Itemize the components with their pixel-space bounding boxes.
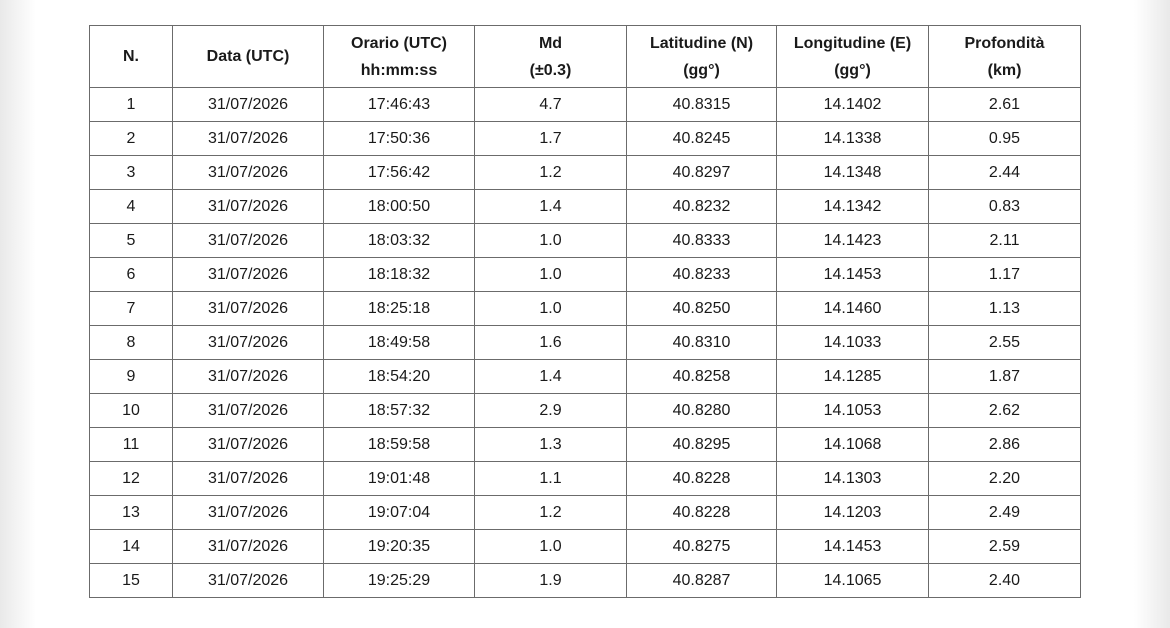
cell-magnitude: 1.0 [475, 292, 627, 326]
cell-number: 4 [90, 190, 173, 224]
cell-magnitude: 2.9 [475, 394, 627, 428]
cell-time: 18:59:58 [324, 428, 475, 462]
table-row [90, 394, 1081, 428]
earthquake-table [89, 25, 1081, 598]
cell-depth: 0.83 [929, 190, 1081, 224]
cell-magnitude: 1.0 [475, 224, 627, 258]
header-date [173, 26, 324, 88]
cell-number: 6 [90, 258, 173, 292]
cell-magnitude: 1.4 [475, 360, 627, 394]
header-time-label: Orario (UTC) [351, 34, 447, 52]
cell-date: 31/07/2026 [173, 88, 324, 122]
table-row [90, 326, 1081, 360]
table-row [90, 564, 1081, 598]
cell-time: 18:25:18 [324, 292, 475, 326]
cell-latitude: 40.8258 [627, 360, 777, 394]
table-row [90, 224, 1081, 258]
table-row [90, 428, 1081, 462]
cell-number: 12 [90, 462, 173, 496]
cell-depth: 2.59 [929, 530, 1081, 564]
table-row [90, 122, 1081, 156]
cell-longitude: 14.1065 [777, 564, 929, 598]
table-body [90, 88, 1081, 598]
cell-depth: 2.11 [929, 224, 1081, 258]
cell-date: 31/07/2026 [173, 360, 324, 394]
cell-number: 2 [90, 122, 173, 156]
cell-time: 17:56:42 [324, 156, 475, 190]
cell-depth: 0.95 [929, 122, 1081, 156]
cell-longitude: 14.1402 [777, 88, 929, 122]
cell-magnitude: 1.3 [475, 428, 627, 462]
header-magnitude-error: (±0.3) [529, 61, 572, 79]
cell-magnitude: 4.7 [475, 88, 627, 122]
cell-longitude: 14.1285 [777, 360, 929, 394]
cell-longitude: 14.1453 [777, 530, 929, 564]
cell-latitude: 40.8275 [627, 530, 777, 564]
header-depth-unit: (km) [987, 61, 1022, 79]
table-header [90, 26, 1081, 88]
cell-number: 13 [90, 496, 173, 530]
cell-depth: 2.20 [929, 462, 1081, 496]
cell-time: 19:20:35 [324, 530, 475, 564]
cell-date: 31/07/2026 [173, 156, 324, 190]
cell-longitude: 14.1423 [777, 224, 929, 258]
cell-time: 18:18:32 [324, 258, 475, 292]
header-magnitude-label: Md [538, 34, 563, 52]
header-latitude-unit: (gg°) [683, 61, 720, 79]
cell-latitude: 40.8233 [627, 258, 777, 292]
cell-time: 18:57:32 [324, 394, 475, 428]
cell-date: 31/07/2026 [173, 496, 324, 530]
cell-longitude: 14.1053 [777, 394, 929, 428]
cell-number: 14 [90, 530, 173, 564]
cell-depth: 2.62 [929, 394, 1081, 428]
cell-time: 19:07:04 [324, 496, 475, 530]
cell-time: 19:25:29 [324, 564, 475, 598]
cell-longitude: 14.1453 [777, 258, 929, 292]
cell-number: 9 [90, 360, 173, 394]
cell-number: 11 [90, 428, 173, 462]
cell-magnitude: 1.0 [475, 530, 627, 564]
cell-latitude: 40.8245 [627, 122, 777, 156]
cell-time: 18:54:20 [324, 360, 475, 394]
cell-depth: 1.87 [929, 360, 1081, 394]
cell-latitude: 40.8228 [627, 462, 777, 496]
table-row [90, 88, 1081, 122]
cell-longitude: 14.1348 [777, 156, 929, 190]
cell-magnitude: 1.0 [475, 258, 627, 292]
cell-number: 3 [90, 156, 173, 190]
cell-magnitude: 1.2 [475, 496, 627, 530]
header-row [90, 26, 1081, 88]
cell-time: 18:49:58 [324, 326, 475, 360]
header-latitude-label: Latitudine (N) [649, 34, 754, 52]
cell-latitude: 40.8297 [627, 156, 777, 190]
cell-longitude: 14.1338 [777, 122, 929, 156]
cell-longitude: 14.1342 [777, 190, 929, 224]
header-time-format: hh:mm:ss [360, 61, 438, 79]
table-row [90, 190, 1081, 224]
cell-depth: 2.86 [929, 428, 1081, 462]
cell-magnitude: 1.7 [475, 122, 627, 156]
cell-magnitude: 1.1 [475, 462, 627, 496]
cell-depth: 2.49 [929, 496, 1081, 530]
cell-date: 31/07/2026 [173, 292, 324, 326]
cell-latitude: 40.8250 [627, 292, 777, 326]
cell-date: 31/07/2026 [173, 530, 324, 564]
cell-date: 31/07/2026 [173, 462, 324, 496]
header-number [90, 26, 173, 88]
cell-date: 31/07/2026 [173, 122, 324, 156]
cell-latitude: 40.8228 [627, 496, 777, 530]
cell-longitude: 14.1203 [777, 496, 929, 530]
cell-latitude: 40.8280 [627, 394, 777, 428]
cell-time: 18:03:32 [324, 224, 475, 258]
page-edge-shadow-right [1134, 0, 1170, 628]
header-depth [929, 26, 1081, 88]
cell-longitude: 14.1303 [777, 462, 929, 496]
table-row [90, 462, 1081, 496]
cell-longitude: 14.1033 [777, 326, 929, 360]
cell-date: 31/07/2026 [173, 428, 324, 462]
cell-latitude: 40.8295 [627, 428, 777, 462]
header-longitude [777, 26, 929, 88]
cell-depth: 2.44 [929, 156, 1081, 190]
cell-depth: 1.17 [929, 258, 1081, 292]
cell-number: 15 [90, 564, 173, 598]
cell-depth: 1.13 [929, 292, 1081, 326]
cell-number: 1 [90, 88, 173, 122]
cell-longitude: 14.1068 [777, 428, 929, 462]
cell-date: 31/07/2026 [173, 224, 324, 258]
header-magnitude [475, 26, 627, 88]
cell-latitude: 40.8287 [627, 564, 777, 598]
table-row [90, 496, 1081, 530]
header-longitude-unit: (gg°) [834, 61, 871, 79]
cell-date: 31/07/2026 [173, 258, 324, 292]
cell-number: 10 [90, 394, 173, 428]
cell-time: 18:00:50 [324, 190, 475, 224]
header-number-label: N. [123, 48, 139, 65]
cell-date: 31/07/2026 [173, 326, 324, 360]
header-longitude-label: Longitudine (E) [793, 34, 912, 52]
table-row [90, 360, 1081, 394]
cell-date: 31/07/2026 [173, 564, 324, 598]
header-latitude [627, 26, 777, 88]
cell-magnitude: 1.4 [475, 190, 627, 224]
table-row [90, 258, 1081, 292]
cell-number: 7 [90, 292, 173, 326]
cell-latitude: 40.8333 [627, 224, 777, 258]
cell-magnitude: 1.9 [475, 564, 627, 598]
cell-magnitude: 1.2 [475, 156, 627, 190]
cell-number: 8 [90, 326, 173, 360]
header-time [324, 26, 475, 88]
cell-time: 19:01:48 [324, 462, 475, 496]
cell-number: 5 [90, 224, 173, 258]
page-edge-shadow-left [0, 0, 36, 628]
cell-latitude: 40.8310 [627, 326, 777, 360]
cell-date: 31/07/2026 [173, 394, 324, 428]
header-depth-label: Profondità [964, 34, 1045, 52]
cell-time: 17:46:43 [324, 88, 475, 122]
cell-magnitude: 1.6 [475, 326, 627, 360]
cell-time: 17:50:36 [324, 122, 475, 156]
table-row [90, 292, 1081, 326]
cell-latitude: 40.8315 [627, 88, 777, 122]
cell-depth: 2.55 [929, 326, 1081, 360]
cell-longitude: 14.1460 [777, 292, 929, 326]
table-row [90, 530, 1081, 564]
table-row [90, 156, 1081, 190]
cell-latitude: 40.8232 [627, 190, 777, 224]
header-date-label: Data (UTC) [206, 48, 290, 65]
cell-date: 31/07/2026 [173, 190, 324, 224]
cell-depth: 2.40 [929, 564, 1081, 598]
cell-depth: 2.61 [929, 88, 1081, 122]
